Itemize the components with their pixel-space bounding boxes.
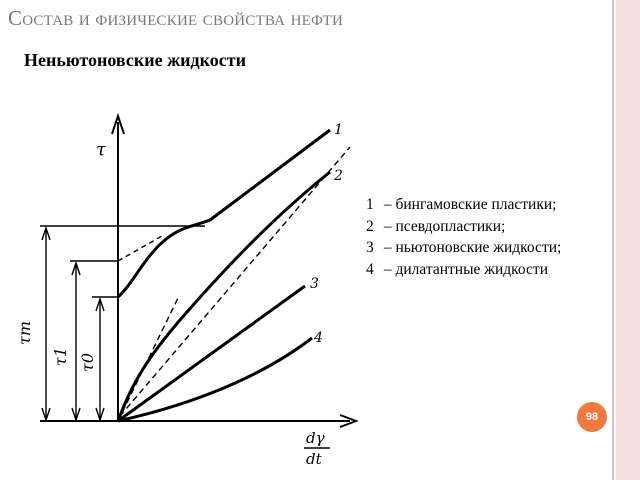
legend-item — [366, 194, 561, 216]
legend-text: – дилатантные жидкости — [383, 260, 548, 278]
legend-text: – бингамовские пластики; — [383, 196, 557, 213]
legend-item — [366, 259, 561, 281]
page-number-badge: 98 — [577, 402, 607, 432]
legend-text: – псевдопластики; — [383, 217, 506, 235]
tau-m-label: τm — [15, 320, 34, 345]
legend-number: 1 — [366, 196, 374, 213]
tau-0-dimension — [96, 299, 104, 420]
legend-item — [366, 216, 561, 238]
x-axis-label-denominator: dt — [306, 450, 322, 468]
legend — [366, 194, 561, 280]
legend-number: 4 — [366, 260, 374, 278]
legend-number: 2 — [366, 217, 374, 235]
x-axis-label-numerator: dγ — [306, 429, 325, 447]
curve-label-3: 3 — [310, 276, 319, 292]
tau-1-label: τ1 — [51, 346, 70, 366]
tau-m-dimension — [42, 228, 50, 420]
curve-3-newtonian — [118, 286, 305, 421]
tau-0-label: τ0 — [78, 352, 97, 372]
curve-label-4: 4 — [314, 330, 323, 346]
slide-subtitle: Неньютоновские жидкости — [24, 50, 246, 70]
legend-text: – ньютоновские жидкости; — [383, 239, 562, 256]
tau-1-dimension — [72, 263, 80, 420]
curve-label-2: 2 — [334, 168, 343, 184]
curve-label-1: 1 — [334, 122, 343, 138]
y-axis-label: τ — [96, 139, 106, 160]
legend-item — [366, 237, 561, 259]
legend-number: 3 — [366, 239, 374, 256]
slide-title: Состав и физические свойства нефти — [8, 6, 344, 30]
